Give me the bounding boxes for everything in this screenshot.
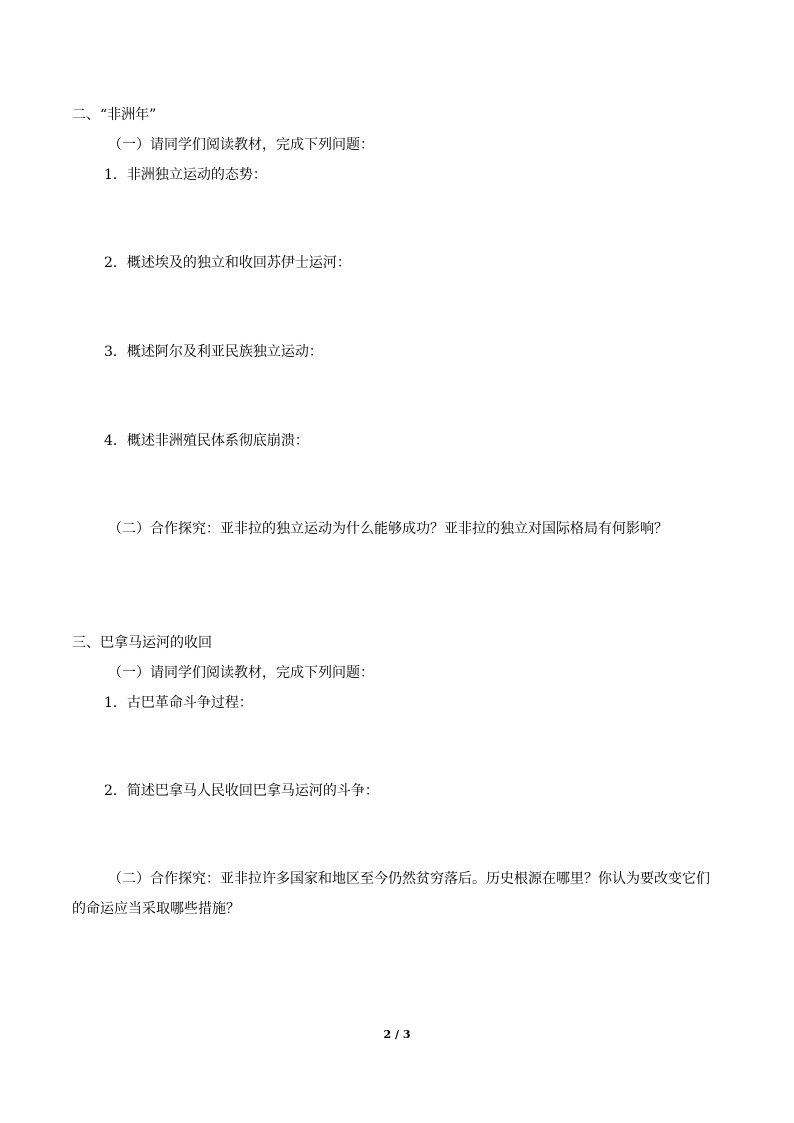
section-2-question-4: 4．概述非洲殖民体系彻底崩溃： xyxy=(104,433,309,449)
page-number: 2 / 3 xyxy=(383,1028,411,1041)
section-3-question-1: 1．古巴革命斗争过程： xyxy=(104,695,253,711)
section-3-heading: 三、巴拿马运河的收回 xyxy=(72,635,212,651)
section-2-question-3: 3．概述阿尔及利亚民族独立运动： xyxy=(104,344,323,360)
section-2-question-1: 1．非洲独立运动的态势： xyxy=(104,167,267,183)
section-2-question-2: 2．概述埃及的独立和收回苏伊士运河： xyxy=(104,255,351,271)
section-3-part-2-discussion: （二）合作探究：亚非拉许多国家和地区至今仍然贫穷落后。历史根源在哪里？你认为要改变它们的命运应当采取哪些措施？ xyxy=(72,871,710,917)
section-2-part-1-intro: （一）请同学们阅读教材，完成下列问题： xyxy=(108,137,374,153)
section-2-heading: 二、“非洲年” xyxy=(72,107,157,123)
section-3-question-2: 2．简述巴拿马人民收回巴拿马运河的斗争： xyxy=(104,783,379,799)
section-2-part-2-discussion: （二）合作探究：亚非拉的独立运动为什么能够成功？亚非拉的独立对国际格局有何影响？ xyxy=(108,521,668,537)
section-3-part-1-intro: （一）请同学们阅读教材，完成下列问题： xyxy=(108,665,374,681)
